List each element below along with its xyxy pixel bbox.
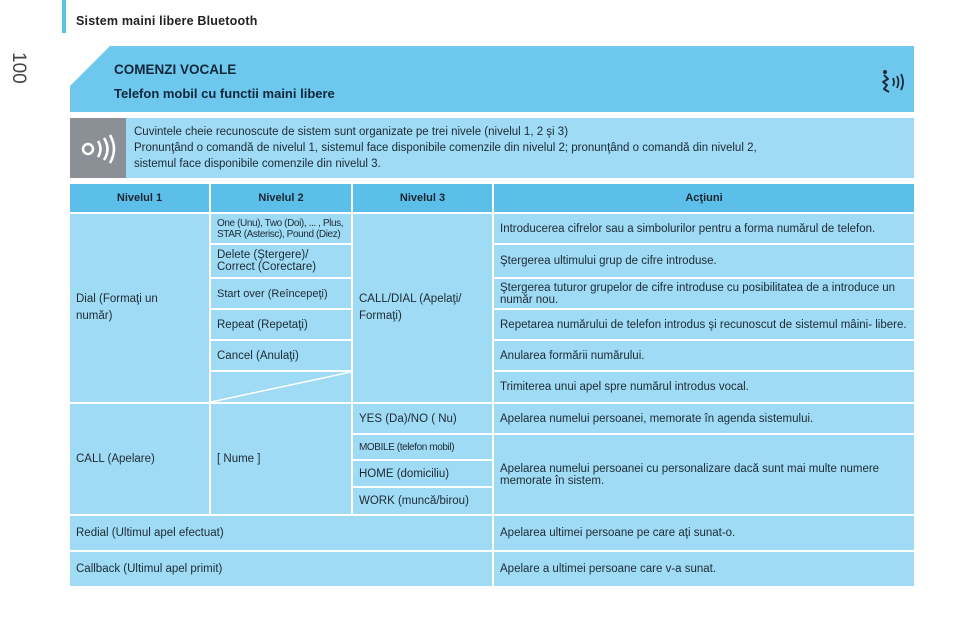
page-number: 100 (8, 52, 29, 84)
dial-row6-action: Trimiterea unui apel spre numărul introdus vocal. (494, 372, 914, 402)
call-level1-cell: CALL (Apelare) (70, 404, 209, 514)
intro-line: sistemul face disponibile comenzile din nivelul 3. (134, 158, 381, 170)
header-level2: Nivelul 2 (211, 184, 351, 212)
dial-row2-action: Ştergerea ultimului grup de cifre introduse. (494, 245, 914, 277)
dial-row4-action: Repetarea numărului de telefon introdus şi recunoscut de sistemul mâini- libere. (494, 310, 914, 339)
diagonal-divider (211, 372, 351, 402)
dial-row1-action: Introducerea cifrelor sau a simbolurilor pentru a forma numărul de telefon. (494, 214, 914, 243)
call-categories-action: Apelarea numelui persoanei cu personalizare dacă sunt mai multe numere memorate în sistem. (494, 435, 914, 514)
running-head: Sistem maini libere Bluetooth (76, 14, 258, 28)
redial-action: Apelarea ultimei persoane pe care aţi sunat-o. (494, 516, 914, 550)
dial-row1-level2: One (Unu), Two (Doi), ... , Plus, STAR (Asterisc), Pound (Diez) (211, 214, 351, 243)
dial-level1-text: Dial (Formaţi un număr) (76, 293, 158, 322)
intro-text (134, 124, 904, 172)
section-title: COMENZI VOCALE (114, 62, 237, 77)
voice-command-icon (876, 66, 906, 96)
intro-line: Pronunţând o comandă de nivelul 1, sistemul face disponibile comenzile din nivelul 2; pronunţând o comandă din nivelul 2, (134, 142, 757, 154)
dial-row3-level2: Start over (Reîncepeţi) (211, 279, 351, 308)
dial-level3-text: CALL/DIAL (Apelaţi/ Formaţi) (359, 293, 462, 322)
dial-row2-level2: Delete (Ştergere)/ Correct (Corectare) (211, 245, 351, 277)
call-category-home: HOME (domiciliu) (353, 461, 492, 486)
call-yes-no: YES (Da)/NO ( Nu) (353, 404, 492, 433)
call-level2-cell: [ Nume ] (211, 404, 351, 514)
call-category-work: WORK (muncă/birou) (353, 488, 492, 514)
section-subtitle: Telefon mobil cu functii maini libere (114, 86, 335, 101)
header-level3: Nivelul 3 (353, 184, 492, 212)
dial-row4-level2: Repeat (Repetaţi) (211, 310, 351, 339)
section-banner (70, 46, 914, 112)
dial-row6-level2-empty (211, 372, 351, 402)
intro-line: Cuvintele cheie recunoscute de sistem sunt organizate pe trei nivele (nivelul 1, 2 şi 3) (134, 126, 569, 138)
callback-action: Apelare a ultimei persoane care v-a sunat. (494, 552, 914, 586)
sound-wave-icon (80, 134, 118, 164)
call-yes-no-action: Apelarea numelui persoanei, memorate în agenda sistemului. (494, 404, 914, 433)
call-category-mobile: MOBILE (telefon mobil) (353, 435, 492, 459)
header-level1: Nivelul 1 (70, 184, 209, 212)
redial-label: Redial (Ultimul apel efectuat) (70, 516, 492, 550)
header-actions: Acţiuni (494, 184, 914, 212)
dial-row5-action: Anularea formării numărului. (494, 341, 914, 370)
page-side-bar (62, 0, 66, 33)
callback-label: Callback (Ultimul apel primit) (70, 552, 492, 586)
dial-row3-action: Ştergerea tuturor grupelor de cifre introduse cu posibilitatea de a introduce un număr nou. (494, 279, 914, 308)
dial-level1-cell (70, 214, 209, 402)
dial-level3-cell (353, 214, 492, 402)
dial-row5-level2: Cancel (Anulaţi) (211, 341, 351, 370)
